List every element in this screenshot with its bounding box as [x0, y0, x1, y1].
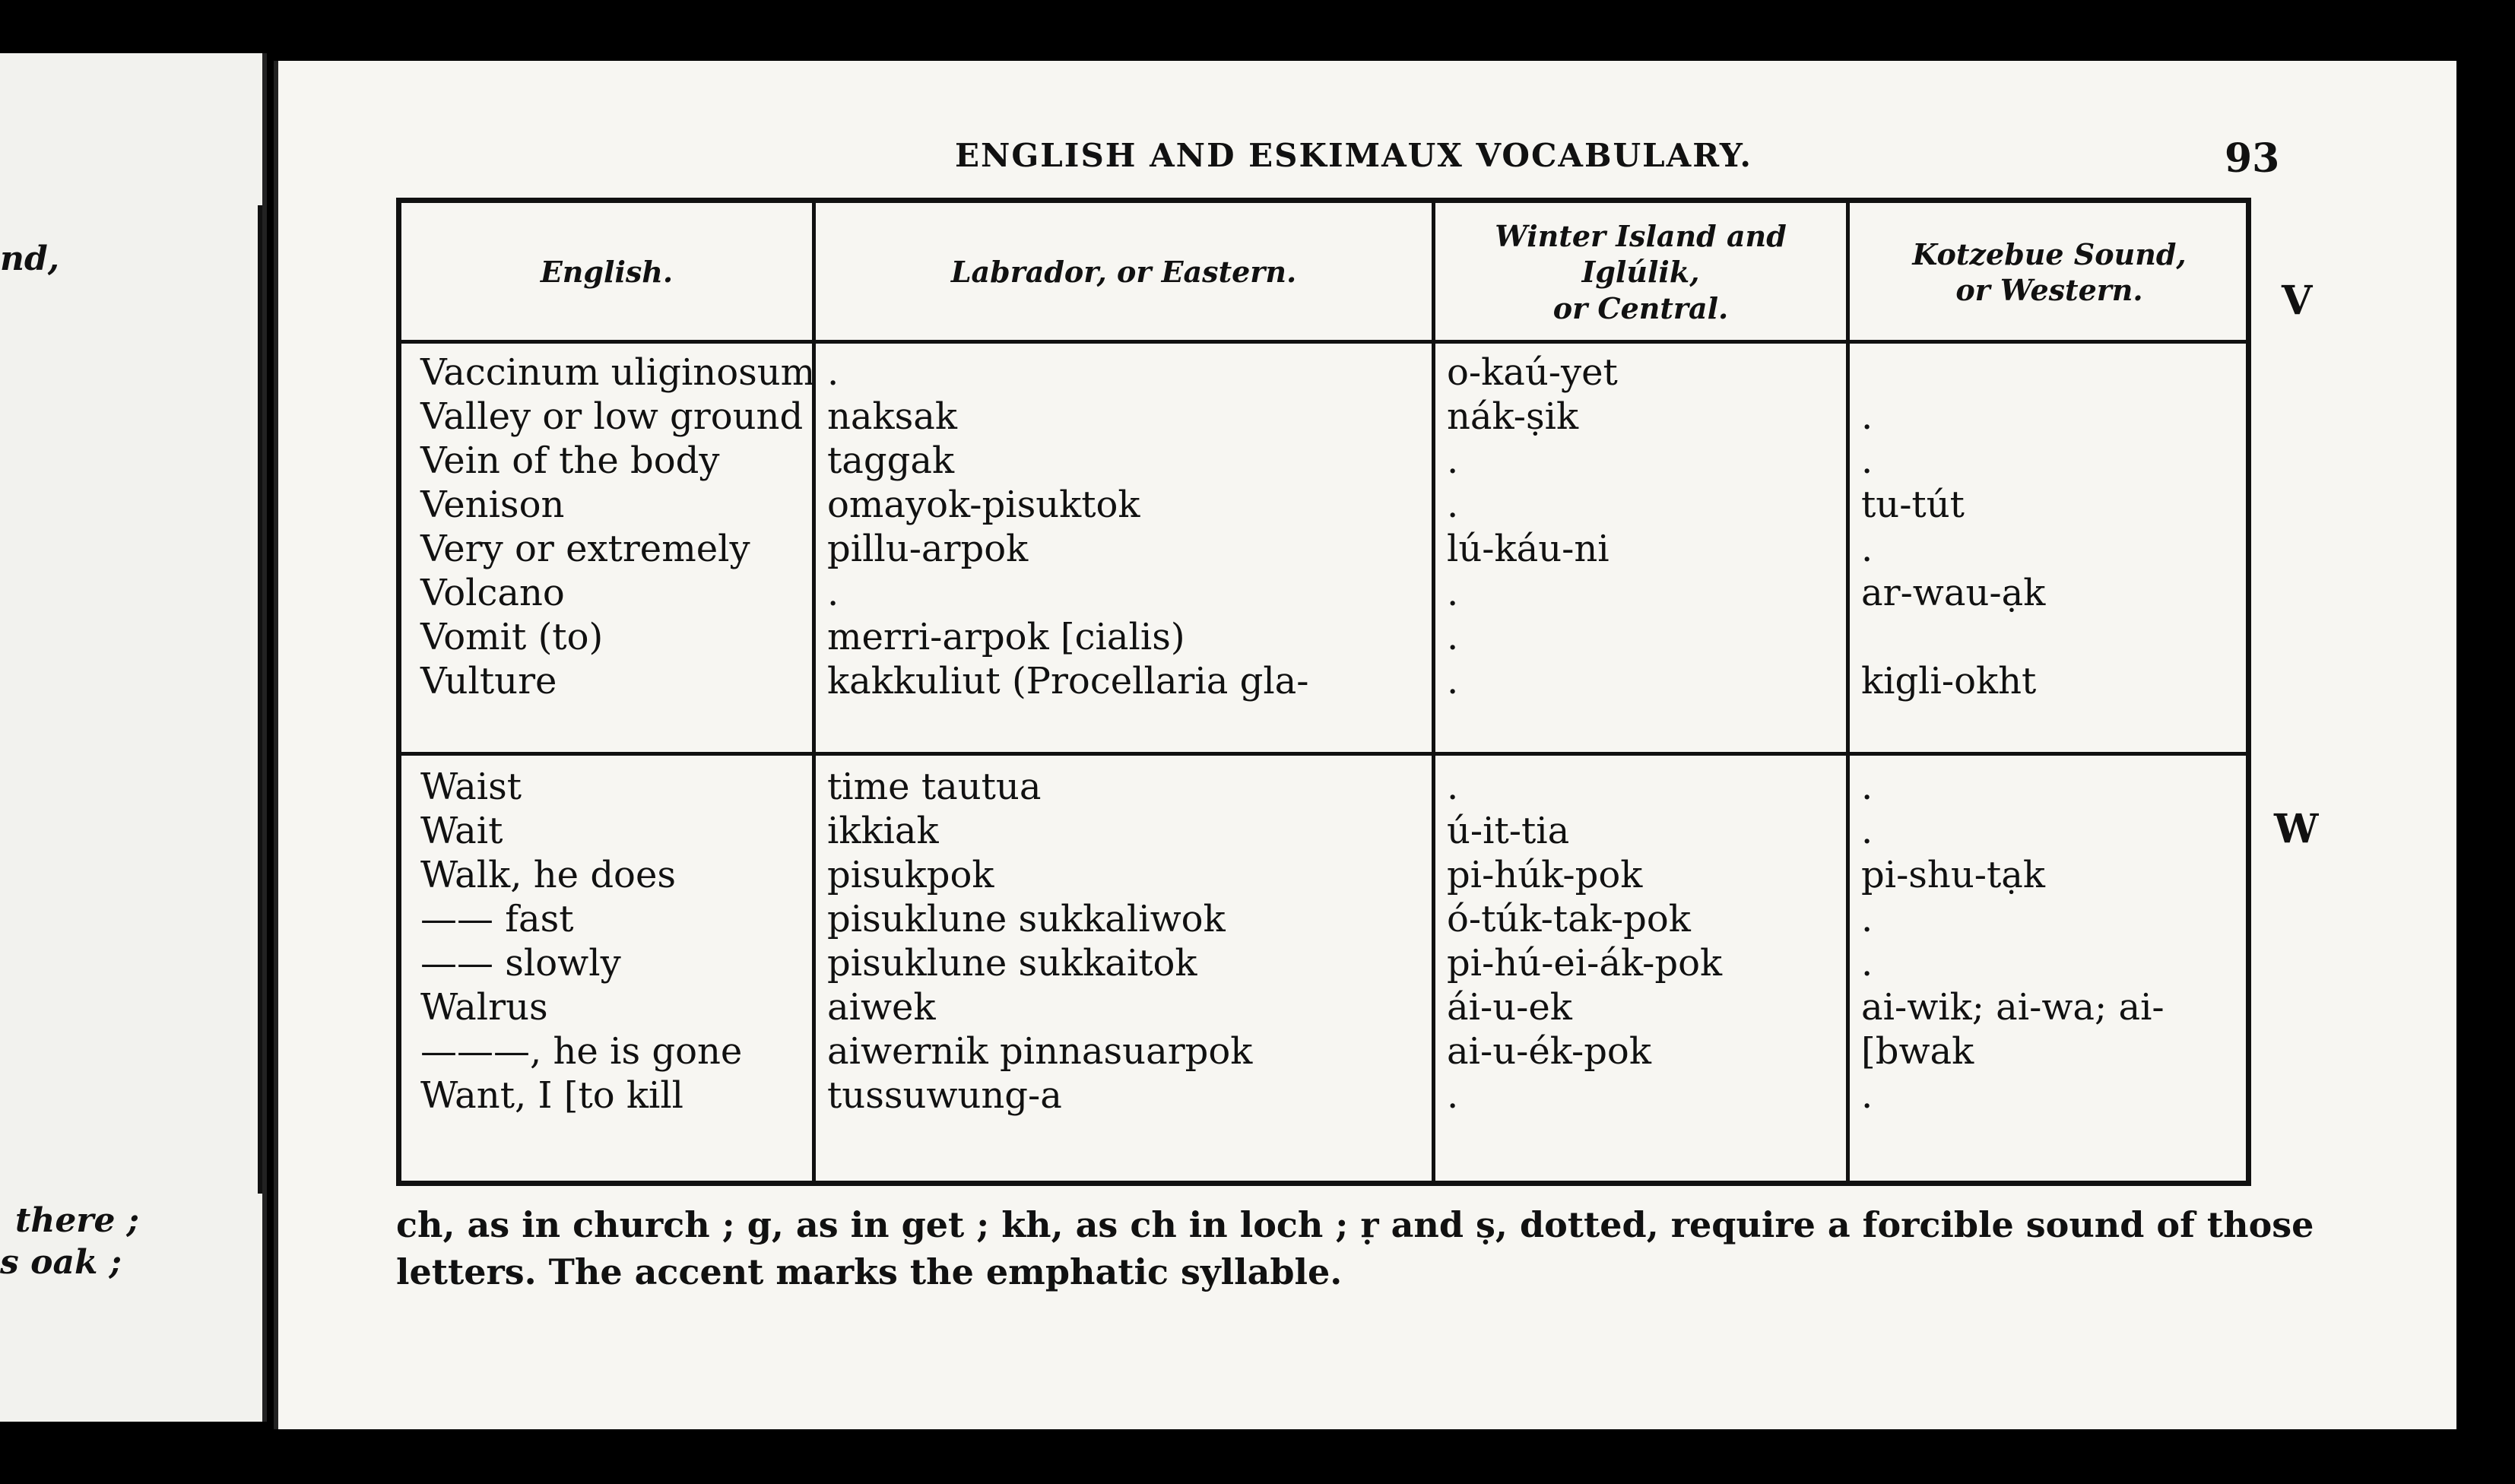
cell-central: .	[1447, 616, 1459, 658]
cell-western: tu-tút	[1861, 484, 1965, 526]
cell-english: Volcano	[420, 572, 565, 614]
left-page-fragment-3: s oak ;	[0, 1243, 122, 1282]
footnote	[396, 1201, 2314, 1295]
column-header-central: Winter Island and Iglúlik, or Central.	[1495, 218, 1787, 325]
cell-english: Wait	[420, 810, 503, 852]
cell-central: .	[1447, 766, 1459, 808]
column-header-western: Kotzebue Sound, or Western.	[1912, 236, 2187, 307]
cell-labrador: .	[827, 572, 839, 614]
left-page-table-fragment	[0, 205, 262, 1194]
header-divider	[401, 340, 2246, 344]
cell-english: Vulture	[420, 660, 557, 702]
cell-western: .	[1861, 766, 1873, 808]
cell-english: Very or extremely	[420, 528, 750, 570]
cell-central: .	[1447, 660, 1459, 702]
cell-western: .	[1861, 810, 1873, 852]
cell-labrador: pillu-arpok	[827, 528, 1029, 570]
cell-english: Walk, he does	[420, 854, 676, 896]
cell-central: ái-u-ek	[1447, 986, 1572, 1029]
cell-english: —— slowly	[420, 942, 621, 985]
cell-english: Venison	[420, 484, 565, 526]
cell-western: .	[1861, 898, 1873, 940]
cell-central: .	[1447, 1074, 1459, 1117]
left-page-fragment-1: nd,	[0, 239, 60, 278]
cell-central: .	[1447, 572, 1459, 614]
vocabulary-table	[396, 198, 2251, 1186]
cell-labrador: kakkuliut (Procellaria gla-	[827, 660, 1309, 702]
cell-english: —— fast	[420, 898, 574, 940]
section-divider	[401, 752, 2246, 756]
cell-central: ú-it-tia	[1447, 810, 1570, 852]
column-divider	[1846, 203, 1850, 1181]
page-number: 93	[2225, 135, 2280, 182]
cell-western: [bwak	[1861, 1030, 1974, 1073]
cell-labrador: aiwernik pinnasuarpok	[827, 1030, 1253, 1073]
column-divider	[812, 203, 816, 1181]
cell-english: Vomit (to)	[420, 616, 604, 658]
cell-central: .	[1447, 484, 1459, 526]
cell-central: ai-u-ék-pok	[1447, 1030, 1651, 1073]
cell-labrador: pisukpok	[827, 854, 994, 896]
cell-labrador: aiwek	[827, 986, 936, 1029]
cell-western: kigli-okht	[1861, 660, 2037, 702]
footnote-line-1: ch, as in church ; g, as in get ; kh, as ch in loch ; ṛ and ṣ, dotted, require a forcible sound of those	[396, 1204, 2314, 1245]
cell-central: .	[1447, 439, 1459, 482]
cell-central: nák-ṣik	[1447, 395, 1579, 438]
cell-labrador: omayok-pisuktok	[827, 484, 1140, 526]
cell-central: pi-húk-pok	[1447, 854, 1643, 896]
left-page-fragment-2: there ;	[15, 1201, 140, 1240]
cell-english: Want, I [to kill	[420, 1074, 684, 1117]
cell-english: Walrus	[420, 986, 548, 1029]
cell-western: ai-wik; ai-wa; ai-	[1861, 986, 2165, 1029]
book-page	[274, 61, 2456, 1429]
cell-central: pi-hú-ei-ák-pok	[1447, 942, 1723, 985]
cell-western: .	[1861, 439, 1873, 482]
cell-labrador: pisuklune sukkaliwok	[827, 898, 1226, 940]
cell-western: .	[1861, 528, 1873, 570]
page-title: ENGLISH AND ESKIMAUX VOCABULARY.	[955, 137, 1753, 174]
cell-labrador: time tautua	[827, 766, 1042, 808]
cell-western: .	[1861, 942, 1873, 985]
cell-english: Valley or low ground	[420, 395, 804, 438]
cell-labrador: naksak	[827, 395, 957, 438]
cell-english: Waist	[420, 766, 522, 808]
cell-labrador: .	[827, 351, 839, 394]
cell-western: .	[1861, 1074, 1873, 1117]
column-divider	[1432, 203, 1435, 1181]
cell-labrador: tussuwung-a	[827, 1074, 1062, 1117]
section-letter-v: V	[2282, 277, 2313, 324]
cell-western: .	[1861, 395, 1873, 438]
cell-labrador: ikkiak	[827, 810, 939, 852]
cell-labrador: merri-arpok [cialis)	[827, 616, 1185, 658]
cell-labrador: taggak	[827, 439, 955, 482]
cell-central: o-kaú-yet	[1447, 351, 1618, 394]
section-letter-w: W	[2274, 806, 2319, 852]
cell-western: pi-shu-tạk	[1861, 854, 2045, 896]
footnote-line-2: letters. The accent marks the emphatic syllable.	[396, 1251, 1343, 1292]
cell-english: Vaccinum uliginosum	[420, 351, 816, 394]
cell-central: lú-káu-ni	[1447, 528, 1610, 570]
cell-western: ar-wau-ạk	[1861, 572, 2046, 614]
column-header-labrador: Labrador, or Eastern.	[950, 255, 1297, 290]
cell-english: ———, he is gone	[420, 1030, 743, 1073]
cell-english: Vein of the body	[420, 439, 720, 482]
left-page-edge	[0, 53, 267, 1422]
cell-central: ó-túk-tak-pok	[1447, 898, 1691, 940]
column-header-english: English.	[540, 255, 674, 290]
cell-labrador: pisuklune sukkaitok	[827, 942, 1197, 985]
